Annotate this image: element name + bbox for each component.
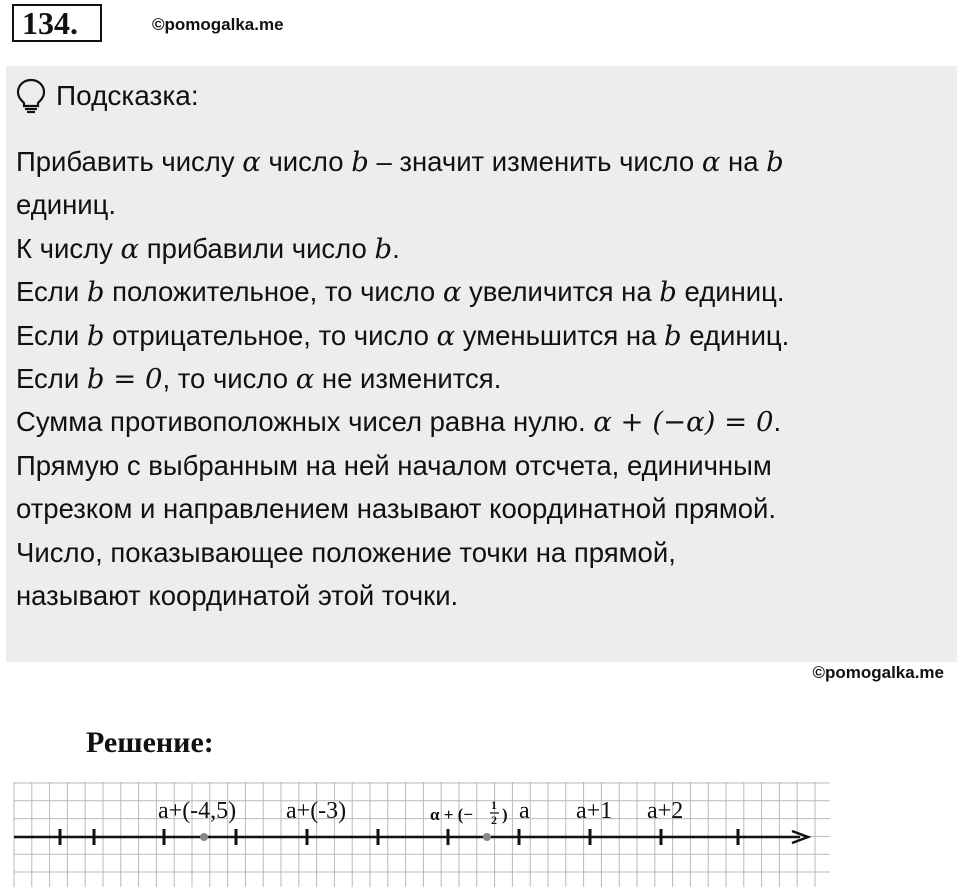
math-var: α (701, 146, 721, 178)
label-alpha-minus-half-suffix: ) (502, 805, 508, 824)
hint-line-7 (16, 400, 946, 443)
lightbulb-icon (16, 78, 46, 114)
hint-line-11: называют координатой этой точки. (16, 579, 459, 611)
fraction-numerator: 1 (491, 798, 497, 812)
text: единиц. (676, 276, 785, 308)
text: Сумма противоположных чисел равна нулю. (16, 406, 594, 438)
math-formula: α + (−α) = 0 (593, 406, 774, 439)
text: Если (16, 276, 87, 308)
hint-line-3 (16, 227, 946, 270)
problem-number: 134. (12, 4, 102, 42)
label-a: a (519, 798, 530, 824)
text: Прибавить числу (16, 146, 243, 177)
hint-line-9: отрезком и направлением называют координатной прямой. (16, 493, 777, 525)
text: на (720, 146, 767, 177)
text: , то число (162, 362, 296, 394)
text: К числу (16, 232, 121, 264)
text: единиц. (681, 319, 790, 351)
text: не изменится. (314, 362, 502, 394)
math-var: α (295, 362, 315, 395)
label-a-plus-minus-4-5: a+(-4,5) (158, 798, 237, 824)
number-line-figure (0, 782, 960, 887)
math-var: b (766, 146, 784, 178)
hint-title: Подсказка: (56, 80, 199, 111)
math-var: b (659, 276, 677, 309)
math-var: α (120, 232, 140, 265)
math-expr: b = 0 (86, 362, 163, 395)
math-var: b (86, 276, 105, 309)
hint-line-4 (16, 270, 946, 313)
math-var: α (442, 276, 462, 309)
point-a-minus-4-5 (200, 833, 208, 841)
fraction-denominator: 2 (491, 813, 497, 827)
text: . (773, 406, 782, 438)
label-alpha-minus-half-prefix: α + (− (430, 805, 474, 824)
hint-text (16, 140, 946, 617)
hint-line-1 (16, 140, 946, 183)
text: Если (16, 319, 87, 351)
hint-line-10: Число, показывающее положение точки на прямой, (16, 536, 676, 568)
label-a-plus-2: a+2 (647, 798, 684, 824)
solution-title: Решение: (86, 726, 214, 759)
watermark-bottom: ©pomogalka.me (812, 663, 944, 682)
label-a-plus-minus-3: a+(-3) (286, 798, 347, 824)
hint-line-5 (16, 314, 946, 357)
text: отрицательное, то число (104, 319, 437, 351)
text: положительное, то число (104, 276, 443, 308)
grid-paper (14, 782, 830, 887)
label-a-plus-1: a+1 (576, 798, 613, 824)
math-var: b (374, 232, 393, 265)
hint-line-6 (16, 357, 946, 400)
math-var: α (436, 319, 456, 352)
hint-line-8: Прямую с выбранным на ней началом отсчета, единичным (16, 449, 772, 481)
text: увеличится на (461, 276, 660, 308)
math-var: b (86, 319, 105, 352)
math-var: α (242, 146, 261, 178)
math-var: b (664, 319, 682, 352)
point-a-minus-half (483, 833, 491, 841)
text: . (392, 232, 400, 264)
text: Если (16, 362, 87, 394)
watermark-top: ©pomogalka.me (152, 15, 284, 34)
math-var: b (351, 146, 369, 178)
hint-header (16, 76, 199, 116)
text: уменьшится на (455, 319, 665, 351)
text: прибавили число (139, 232, 375, 264)
text: число (260, 146, 352, 177)
text: – значит изменить число (368, 146, 702, 177)
hint-line-2: единиц. (16, 189, 117, 221)
